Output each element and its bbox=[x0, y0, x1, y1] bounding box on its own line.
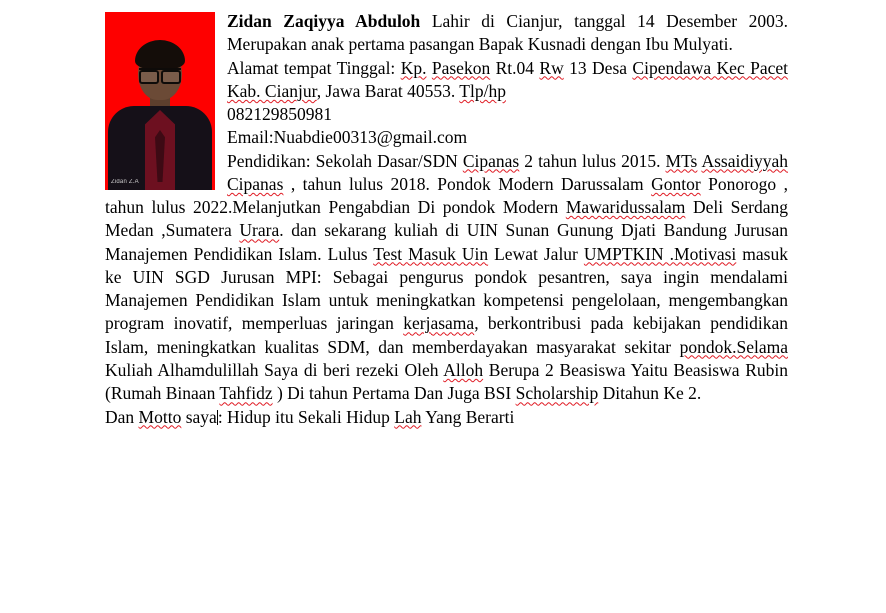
phone-paragraph: 082129850981 bbox=[227, 104, 332, 125]
address-part-tlp: Tlp/hp bbox=[459, 80, 506, 101]
motto-f: Yang Berarti bbox=[421, 406, 515, 427]
edu-n: Test Masuk Uin bbox=[373, 243, 489, 264]
address-part-desa: 13 Desa bbox=[563, 57, 633, 78]
edu-k: Deli Serdang Medan ,Sumatera bbox=[105, 197, 788, 241]
edu-j: Mawaridussalam bbox=[565, 197, 686, 218]
motto-d: : Hidup itu Sekali Hidup bbox=[217, 406, 395, 427]
address-part-rt: Rt.04 bbox=[490, 57, 540, 78]
edu-l: Urara bbox=[239, 220, 280, 241]
edu-h: Gontor bbox=[651, 173, 701, 194]
address-part-pasekon: Pasekon bbox=[431, 57, 491, 78]
person-name: Zidan Zaqiyya Abduloh bbox=[227, 11, 421, 31]
photo-caption: Zidan Z.A bbox=[111, 179, 139, 185]
motto-b: Motto bbox=[138, 406, 182, 427]
edu-c: 2 tahun lulus 2015. bbox=[519, 150, 666, 171]
edu-r: kerjasama bbox=[403, 313, 475, 334]
address-label: Alamat tempat Tinggal: bbox=[227, 57, 401, 78]
edu-o: Lewat Jalur bbox=[488, 243, 584, 264]
edu-i: Ponorogo , tahun lulus 2022.Melanjutkan Pengabdian Di pondok Modern bbox=[105, 173, 788, 218]
email-paragraph: Email:Nuabdie00313@gmail.com bbox=[227, 127, 468, 148]
edu-y: ) Di tahun Pertama Dan Juga BSI bbox=[272, 383, 516, 404]
edu-w: Berupa 2 Beasiswa Yaitu Beasiswa Rubin (Rumah Binaan bbox=[105, 359, 788, 404]
address-part-village: Cipendawa Kec Pacet Kab. Cianjur bbox=[227, 57, 789, 101]
edu-u: Kuliah Alhamdulillah Saya di beri rezeki Oleh bbox=[105, 359, 444, 380]
intro-rest: Lahir di Cianjur, tanggal 14 Desember 2003. Merupakan anak pertama pasangan Bapak Kusnadi dengan Ibu Mulyati. bbox=[227, 11, 789, 55]
edu-t: pondok.Selama bbox=[679, 336, 788, 357]
edu-d: MTs bbox=[665, 150, 698, 171]
edu-b: Cipanas bbox=[462, 150, 520, 171]
address-part-kp: Kp. bbox=[400, 57, 427, 78]
motto-a: Dan bbox=[105, 406, 139, 427]
edu-g: , tahun lulus 2018. Pondok Modern Darussalam bbox=[283, 173, 652, 194]
edu-q: masuk ke UIN SGD Jurusan MPI: Sebagai pengurus pondok pesantren, saya ingin mendalami Manajemen Pendidikan Islam untuk meningkatkan kompetensi pengelolaan, mengembangkan program inovatif, memperluas jaringan bbox=[105, 243, 788, 334]
address-part-rw: Rw bbox=[539, 57, 564, 78]
edu-m: . dan sekarang kuliah di UIN Sunan Gunung Djati Bandung Jurusan Manajemen Pendidikan Islam. Lulus bbox=[105, 220, 789, 264]
edu-p: UMPTKIN .Motivasi bbox=[583, 243, 737, 264]
motto-paragraph bbox=[105, 406, 788, 429]
edu-aa: Ditahun Ke 2. bbox=[598, 383, 702, 404]
glasses-icon bbox=[139, 68, 181, 81]
edu-a: Pendidikan: Sekolah Dasar/SDN bbox=[227, 150, 463, 171]
photo-hair bbox=[135, 40, 185, 70]
address-part-province: , Jawa Barat 40553. bbox=[316, 80, 460, 101]
motto-e: Lah bbox=[394, 406, 422, 427]
motto-c: saya bbox=[181, 406, 217, 427]
edu-f: Assaidiyyah Cipanas bbox=[227, 150, 788, 194]
edu-s: , berkontribusi pada kebijakan pendidikan Islam, meningkatkan kualitas SDM, dan memberdayakan masyarakat sekitar bbox=[105, 313, 788, 357]
edu-z: Scholarship bbox=[515, 383, 599, 404]
edu-x: Tahfidz bbox=[219, 383, 273, 404]
profile-photo bbox=[105, 12, 215, 190]
edu-v: Alloh bbox=[443, 359, 484, 380]
